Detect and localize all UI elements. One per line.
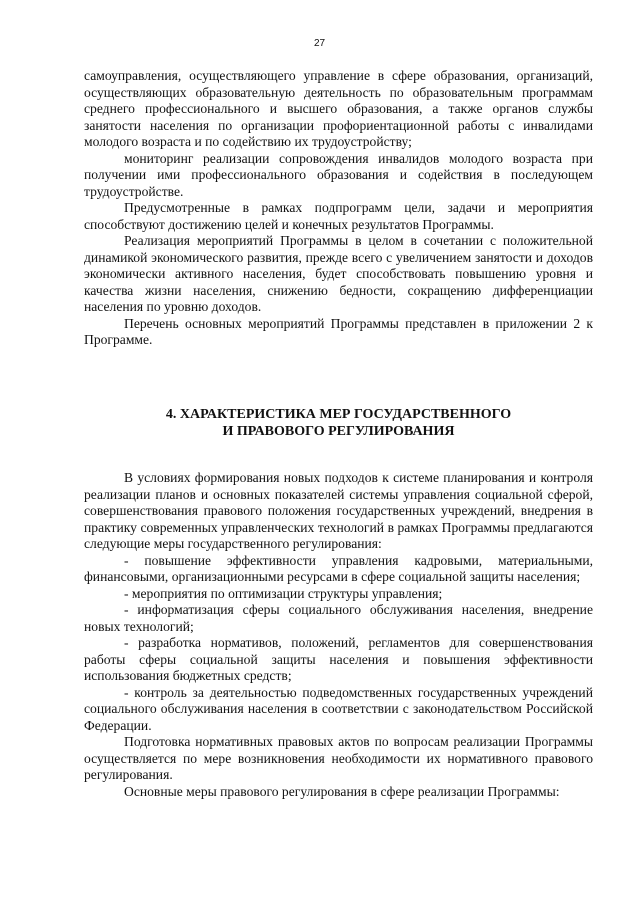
list-item: - мероприятия по оптимизации структуры управления;	[124, 585, 443, 601]
list-item: - контроль за деятельностью подведомственных государственных учреждений социального обслуживания населения в соответствии с законодательством Российской Федерации.	[84, 684, 593, 733]
heading-line: И ПРАВОВОГО РЕГУЛИРОВАНИЯ	[222, 424, 455, 439]
list-item: - информатизация сферы социального обслуживания населения, внедрение новых технологий;	[84, 602, 593, 634]
paragraph: самоуправления, осуществляющего управление в сфере образования, организаций, осуществляющих образовательную деятельность по образовательным программам среднего профессионального и высшего образования, а также органов службы занятости населения по организации профориентационной работы с инвалидами молодого возраста и по содействию их трудоустройству;	[84, 68, 593, 149]
paragraph: Перечень основных мероприятий Программы представлен в приложении 2 к Программе.	[84, 315, 593, 347]
paragraph: Предусмотренные в рамках подпрограмм цели, задачи и мероприятия способствуют достижению целей и конечных результатов Программы.	[84, 200, 593, 232]
section-text-lower	[84, 470, 593, 800]
paragraph: В условиях формирования новых подходов к системе планирования и контроля реализации планов и основных показателей системы управления социальной сферой, совершенствования правового положения государственных учреждений, внедрения в практику современных управленческих технологий в рамках Программы предлагаются следующие меры государственного регулирования:	[84, 470, 593, 551]
section-text-upper	[84, 68, 593, 349]
paragraph: мониторинг реализации сопровождения инвалидов молодого возраста при получении ими профессионального образования и содействия в последующем трудоустройстве.	[84, 150, 593, 199]
paragraph: Реализация мероприятий Программы в целом в сочетании с положительной динамикой экономического развития, прежде всего с увеличением занятости и доходов экономически активного населения, будет способствовать повышению уровня и качества жизни населения, снижению бедности, сокращению дифференциации населения по уровню доходов.	[84, 233, 593, 314]
paragraph: Подготовка нормативных правовых актов по вопросам реализации Программы осуществляется по мере возникновения необходимости их нормативного правового регулирования.	[84, 734, 593, 782]
list-item: - разработка нормативов, положений, регламентов для совершенствования работы сферы социальной защиты населения и повышения эффективности использования бюджетных средств;	[84, 635, 593, 683]
paragraph: Основные меры правового регулирования в сфере реализации Программы:	[124, 783, 560, 799]
heading-line: 4. ХАРАКТЕРИСТИКА МЕР ГОСУДАРСТВЕННОГО	[165, 407, 512, 422]
section-heading	[84, 406, 593, 440]
page-number: 27	[313, 38, 326, 49]
list-item: - повышение эффективности управления кадровыми, материальными, финансовыми, организационными ресурсами в сфере социальной защиты населения;	[84, 552, 593, 584]
